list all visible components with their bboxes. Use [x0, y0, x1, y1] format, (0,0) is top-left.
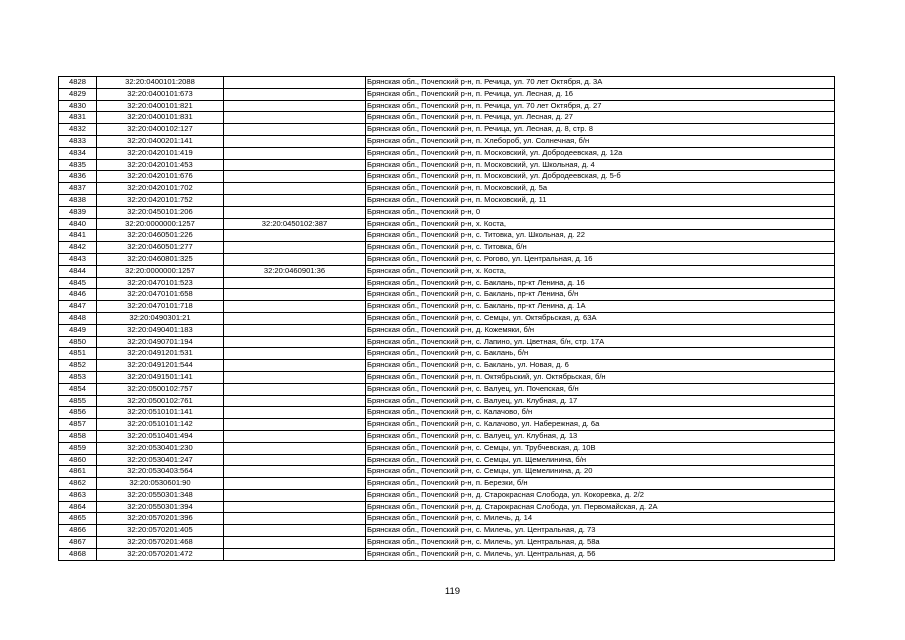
table-row: [59, 348, 835, 360]
parent-cadastral-number-cell: [224, 159, 366, 171]
parent-cadastral-number-cell: 32:20:0450102:387: [224, 218, 366, 230]
row-number-cell: 4841: [59, 230, 97, 242]
cadastral-number-cell: 32:20:0000000:1257: [97, 218, 224, 230]
parent-cadastral-number-cell: [224, 171, 366, 183]
cadastral-number-cell: 32:20:0420101:752: [97, 194, 224, 206]
address-cell: Брянская обл., Почепский р-н, х. Коста,: [366, 218, 835, 230]
cadastral-number-cell: 32:20:0400102:127: [97, 124, 224, 136]
address-cell: Брянская обл., Почепский р-н, с. Семцы, ул. Октябрьская, д. 63А: [366, 312, 835, 324]
parent-cadastral-number-cell: [224, 407, 366, 419]
parent-cadastral-number-cell: [224, 442, 366, 454]
cadastral-number-cell: 32:20:0570201:468: [97, 537, 224, 549]
row-number-cell: 4833: [59, 135, 97, 147]
table-row: [59, 513, 835, 525]
cadastral-number-cell: 32:20:0491201:544: [97, 360, 224, 372]
address-cell: Брянская обл., Почепский р-н, с. Лапино, ул. Цветная, б/н, стр. 17А: [366, 336, 835, 348]
cadastral-number-cell: 32:20:0530403:564: [97, 466, 224, 478]
cadastral-number-cell: 32:20:0000000:1257: [97, 265, 224, 277]
property-register-table: [58, 76, 835, 561]
row-number-cell: 4828: [59, 77, 97, 89]
table-row: [59, 336, 835, 348]
table-body: [59, 77, 835, 561]
table-row: [59, 147, 835, 159]
parent-cadastral-number-cell: [224, 100, 366, 112]
row-number-cell: 4860: [59, 454, 97, 466]
row-number-cell: 4847: [59, 301, 97, 313]
parent-cadastral-number-cell: [224, 371, 366, 383]
parent-cadastral-number-cell: [224, 430, 366, 442]
cadastral-number-cell: 32:20:0570201:405: [97, 525, 224, 537]
parent-cadastral-number-cell: [224, 525, 366, 537]
address-cell: Брянская обл., Почепский р-н, д. Кожемяки, б/н: [366, 324, 835, 336]
address-cell: Брянская обл., Почепский р-н, 0: [366, 206, 835, 218]
parent-cadastral-number-cell: [224, 112, 366, 124]
cadastral-number-cell: 32:20:0550301:394: [97, 501, 224, 513]
table-row: [59, 171, 835, 183]
table-row: [59, 159, 835, 171]
cadastral-number-cell: 32:20:0530401:230: [97, 442, 224, 454]
parent-cadastral-number-cell: [224, 147, 366, 159]
parent-cadastral-number-cell: [224, 454, 366, 466]
table-row: [59, 324, 835, 336]
row-number-cell: 4863: [59, 489, 97, 501]
table-row: [59, 478, 835, 490]
row-number-cell: 4830: [59, 100, 97, 112]
cadastral-number-cell: 32:20:0491501:141: [97, 371, 224, 383]
row-number-cell: 4844: [59, 265, 97, 277]
address-cell: Брянская обл., Почепский р-н, п. Московский, д. 11: [366, 194, 835, 206]
table-row: [59, 466, 835, 478]
parent-cadastral-number-cell: [224, 360, 366, 372]
table-row: [59, 135, 835, 147]
cadastral-number-cell: 32:20:0500102:757: [97, 383, 224, 395]
address-cell: Брянская обл., Почепский р-н, п. Речица, ул. Лесная, д. 27: [366, 112, 835, 124]
cadastral-number-cell: 32:20:0470101:523: [97, 277, 224, 289]
row-number-cell: 4859: [59, 442, 97, 454]
row-number-cell: 4839: [59, 206, 97, 218]
table-row: [59, 407, 835, 419]
row-number-cell: 4832: [59, 124, 97, 136]
row-number-cell: 4868: [59, 548, 97, 560]
table-row: [59, 88, 835, 100]
address-cell: Брянская обл., Почепский р-н, с. Семцы, ул. Щемелинина, д. 20: [366, 466, 835, 478]
parent-cadastral-number-cell: [224, 135, 366, 147]
cadastral-number-cell: 32:20:0530601:90: [97, 478, 224, 490]
address-cell: Брянская обл., Почепский р-н, п. Московский, ул. Добродеевская, д. 12а: [366, 147, 835, 159]
table-row: [59, 383, 835, 395]
parent-cadastral-number-cell: [224, 489, 366, 501]
parent-cadastral-number-cell: [224, 348, 366, 360]
row-number-cell: 4853: [59, 371, 97, 383]
address-cell: Брянская обл., Почепский р-н, с. Баклань, пр-кт Ленина, д. 1А: [366, 301, 835, 313]
page-number: 119: [444, 586, 461, 597]
row-number-cell: 4867: [59, 537, 97, 549]
parent-cadastral-number-cell: [224, 301, 366, 313]
cadastral-number-cell: 32:20:0400201:141: [97, 135, 224, 147]
cadastral-number-cell: 32:20:0400101:821: [97, 100, 224, 112]
address-cell: Брянская обл., Почепский р-н, п. Речица, ул. Лесная, д. 16: [366, 88, 835, 100]
row-number-cell: 4845: [59, 277, 97, 289]
cadastral-number-cell: 32:20:0500102:761: [97, 395, 224, 407]
parent-cadastral-number-cell: [224, 77, 366, 89]
cadastral-number-cell: 32:20:0470101:658: [97, 289, 224, 301]
row-number-cell: 4846: [59, 289, 97, 301]
parent-cadastral-number-cell: [224, 537, 366, 549]
table-row: [59, 312, 835, 324]
parent-cadastral-number-cell: [224, 194, 366, 206]
address-cell: Брянская обл., Почепский р-н, с. Баклань, ул. Новая, д. 6: [366, 360, 835, 372]
address-cell: Брянская обл., Почепский р-н, с. Валуец, ул. Клубная, д. 13: [366, 430, 835, 442]
cadastral-number-cell: 32:20:0400101:2088: [97, 77, 224, 89]
table-row: [59, 289, 835, 301]
address-cell: Брянская обл., Почепский р-н, п. Московский, д. 5а: [366, 183, 835, 195]
row-number-cell: 4850: [59, 336, 97, 348]
cadastral-number-cell: 32:20:0550301:348: [97, 489, 224, 501]
cadastral-number-cell: 32:20:0420101:453: [97, 159, 224, 171]
table-row: [59, 548, 835, 560]
table-row: [59, 206, 835, 218]
cadastral-number-cell: 32:20:0460501:226: [97, 230, 224, 242]
table-row: [59, 371, 835, 383]
cadastral-number-cell: 32:20:0400101:673: [97, 88, 224, 100]
parent-cadastral-number-cell: [224, 253, 366, 265]
cadastral-number-cell: 32:20:0490401:183: [97, 324, 224, 336]
address-cell: Брянская обл., Почепский р-н, п. Речица, ул. 70 лет Октября, д. 3А: [366, 77, 835, 89]
table-row: [59, 77, 835, 89]
cadastral-number-cell: 32:20:0470101:718: [97, 301, 224, 313]
parent-cadastral-number-cell: [224, 336, 366, 348]
row-number-cell: 4858: [59, 430, 97, 442]
table-row: [59, 419, 835, 431]
table-row: [59, 489, 835, 501]
table-row: [59, 430, 835, 442]
table-row: [59, 112, 835, 124]
address-cell: Брянская обл., Почепский р-н, с. Милечь, ул. Центральная, д. 56: [366, 548, 835, 560]
cadastral-number-cell: 32:20:0450101:206: [97, 206, 224, 218]
address-cell: Брянская обл., Почепский р-н, п. Московский, ул. Школьная, д. 4: [366, 159, 835, 171]
address-cell: Брянская обл., Почепский р-н, п. Речица, ул. 70 лет Октября, д. 27: [366, 100, 835, 112]
address-cell: Брянская обл., Почепский р-н, с. Баклань, б/н: [366, 348, 835, 360]
row-number-cell: 4842: [59, 242, 97, 254]
table-row: [59, 395, 835, 407]
table-row: [59, 501, 835, 513]
table-row: [59, 301, 835, 313]
parent-cadastral-number-cell: [224, 289, 366, 301]
row-number-cell: 4864: [59, 501, 97, 513]
table-row: [59, 183, 835, 195]
cadastral-number-cell: 32:20:0570201:472: [97, 548, 224, 560]
parent-cadastral-number-cell: [224, 230, 366, 242]
address-cell: Брянская обл., Почепский р-н, с. Титовка, б/н: [366, 242, 835, 254]
parent-cadastral-number-cell: [224, 419, 366, 431]
row-number-cell: 4862: [59, 478, 97, 490]
cadastral-number-cell: 32:20:0570201:396: [97, 513, 224, 525]
parent-cadastral-number-cell: [224, 466, 366, 478]
row-number-cell: 4866: [59, 525, 97, 537]
table-row: [59, 525, 835, 537]
cadastral-number-cell: 32:20:0400101:831: [97, 112, 224, 124]
address-cell: Брянская обл., Почепский р-н, с. Титовка, ул. Школьная, д. 22: [366, 230, 835, 242]
cadastral-number-cell: 32:20:0490701:194: [97, 336, 224, 348]
parent-cadastral-number-cell: [224, 242, 366, 254]
table-row: [59, 442, 835, 454]
address-cell: Брянская обл., Почепский р-н, с. Семцы, ул. Щемелинина, б/н: [366, 454, 835, 466]
address-cell: Брянская обл., Почепский р-н, х. Коста,: [366, 265, 835, 277]
table-row: [59, 124, 835, 136]
address-cell: Брянская обл., Почепский р-н, с. Милечь, ул. Центральная, д. 58а: [366, 537, 835, 549]
parent-cadastral-number-cell: [224, 206, 366, 218]
cadastral-number-cell: 32:20:0490301:21: [97, 312, 224, 324]
cadastral-number-cell: 32:20:0420101:702: [97, 183, 224, 195]
address-cell: Брянская обл., Почепский р-н, п. Октябрьский, ул. Октябрьская, б/н: [366, 371, 835, 383]
address-cell: Брянская обл., Почепский р-н, с. Валуец, ул. Почепская, б/н: [366, 383, 835, 395]
row-number-cell: 4865: [59, 513, 97, 525]
address-cell: Брянская обл., Почепский р-н, п. Березки, б/н: [366, 478, 835, 490]
cadastral-number-cell: 32:20:0460801:325: [97, 253, 224, 265]
cadastral-number-cell: 32:20:0530401:247: [97, 454, 224, 466]
parent-cadastral-number-cell: [224, 88, 366, 100]
cadastral-number-cell: 32:20:0420101:419: [97, 147, 224, 159]
row-number-cell: 4848: [59, 312, 97, 324]
cadastral-number-cell: 32:20:0420101:676: [97, 171, 224, 183]
cadastral-number-cell: 32:20:0510401:494: [97, 430, 224, 442]
row-number-cell: 4861: [59, 466, 97, 478]
table-row: [59, 253, 835, 265]
row-number-cell: 4831: [59, 112, 97, 124]
table-row: [59, 454, 835, 466]
cadastral-number-cell: 32:20:0510101:142: [97, 419, 224, 431]
row-number-cell: 4854: [59, 383, 97, 395]
parent-cadastral-number-cell: 32:20:0460901:36: [224, 265, 366, 277]
row-number-cell: 4835: [59, 159, 97, 171]
table-row: [59, 100, 835, 112]
address-cell: Брянская обл., Почепский р-н, п. Московский, ул. Добродеевская, д. 5-б: [366, 171, 835, 183]
row-number-cell: 4838: [59, 194, 97, 206]
table-row: [59, 537, 835, 549]
parent-cadastral-number-cell: [224, 478, 366, 490]
parent-cadastral-number-cell: [224, 395, 366, 407]
cadastral-number-cell: 32:20:0510101:141: [97, 407, 224, 419]
parent-cadastral-number-cell: [224, 183, 366, 195]
table-row: [59, 194, 835, 206]
address-cell: Брянская обл., Почепский р-н, с. Калачово, ул. Набережная, д. 6а: [366, 419, 835, 431]
row-number-cell: 4855: [59, 395, 97, 407]
table-row: [59, 265, 835, 277]
row-number-cell: 4834: [59, 147, 97, 159]
parent-cadastral-number-cell: [224, 501, 366, 513]
address-cell: Брянская обл., Почепский р-н, п. Речица, ул. Лесная, д. 8, стр. 8: [366, 124, 835, 136]
row-number-cell: 4843: [59, 253, 97, 265]
table-row: [59, 230, 835, 242]
row-number-cell: 4849: [59, 324, 97, 336]
address-cell: Брянская обл., Почепский р-н, с. Баклань, пр-кт Ленина, б/н: [366, 289, 835, 301]
address-cell: Брянская обл., Почепский р-н, с. Баклань, пр-кт Ленина, д. 16: [366, 277, 835, 289]
address-cell: Брянская обл., Почепский р-н, п. Хлебороб, ул. Солнечная, б/н: [366, 135, 835, 147]
address-cell: Брянская обл., Почепский р-н, с. Калачово, б/н: [366, 407, 835, 419]
address-cell: Брянская обл., Почепский р-н, с. Валуец, ул. Клубная, д. 17: [366, 395, 835, 407]
table-row: [59, 218, 835, 230]
parent-cadastral-number-cell: [224, 383, 366, 395]
row-number-cell: 4837: [59, 183, 97, 195]
parent-cadastral-number-cell: [224, 548, 366, 560]
table-row: [59, 242, 835, 254]
parent-cadastral-number-cell: [224, 324, 366, 336]
parent-cadastral-number-cell: [224, 312, 366, 324]
address-cell: Брянская обл., Почепский р-н, с. Рогово, ул. Центральная, д. 16: [366, 253, 835, 265]
row-number-cell: 4856: [59, 407, 97, 419]
address-cell: Брянская обл., Почепский р-н, д. Старокрасная Слобода, ул. Первомайская, д. 2А: [366, 501, 835, 513]
row-number-cell: 4840: [59, 218, 97, 230]
table-row: [59, 360, 835, 372]
table-row: [59, 277, 835, 289]
parent-cadastral-number-cell: [224, 124, 366, 136]
parent-cadastral-number-cell: [224, 277, 366, 289]
address-cell: Брянская обл., Почепский р-н, с. Семцы, ул. Трубчевская, д. 10В: [366, 442, 835, 454]
cadastral-number-cell: 32:20:0460501:277: [97, 242, 224, 254]
row-number-cell: 4829: [59, 88, 97, 100]
address-cell: Брянская обл., Почепский р-н, с. Милечь, д. 14: [366, 513, 835, 525]
parent-cadastral-number-cell: [224, 513, 366, 525]
row-number-cell: 4852: [59, 360, 97, 372]
address-cell: Брянская обл., Почепский р-н, с. Милечь, ул. Центральная, д. 73: [366, 525, 835, 537]
cadastral-number-cell: 32:20:0491201:531: [97, 348, 224, 360]
row-number-cell: 4857: [59, 419, 97, 431]
row-number-cell: 4851: [59, 348, 97, 360]
row-number-cell: 4836: [59, 171, 97, 183]
address-cell: Брянская обл., Почепский р-н, д. Старокрасная Слобода, ул. Кокоревка, д. 2/2: [366, 489, 835, 501]
